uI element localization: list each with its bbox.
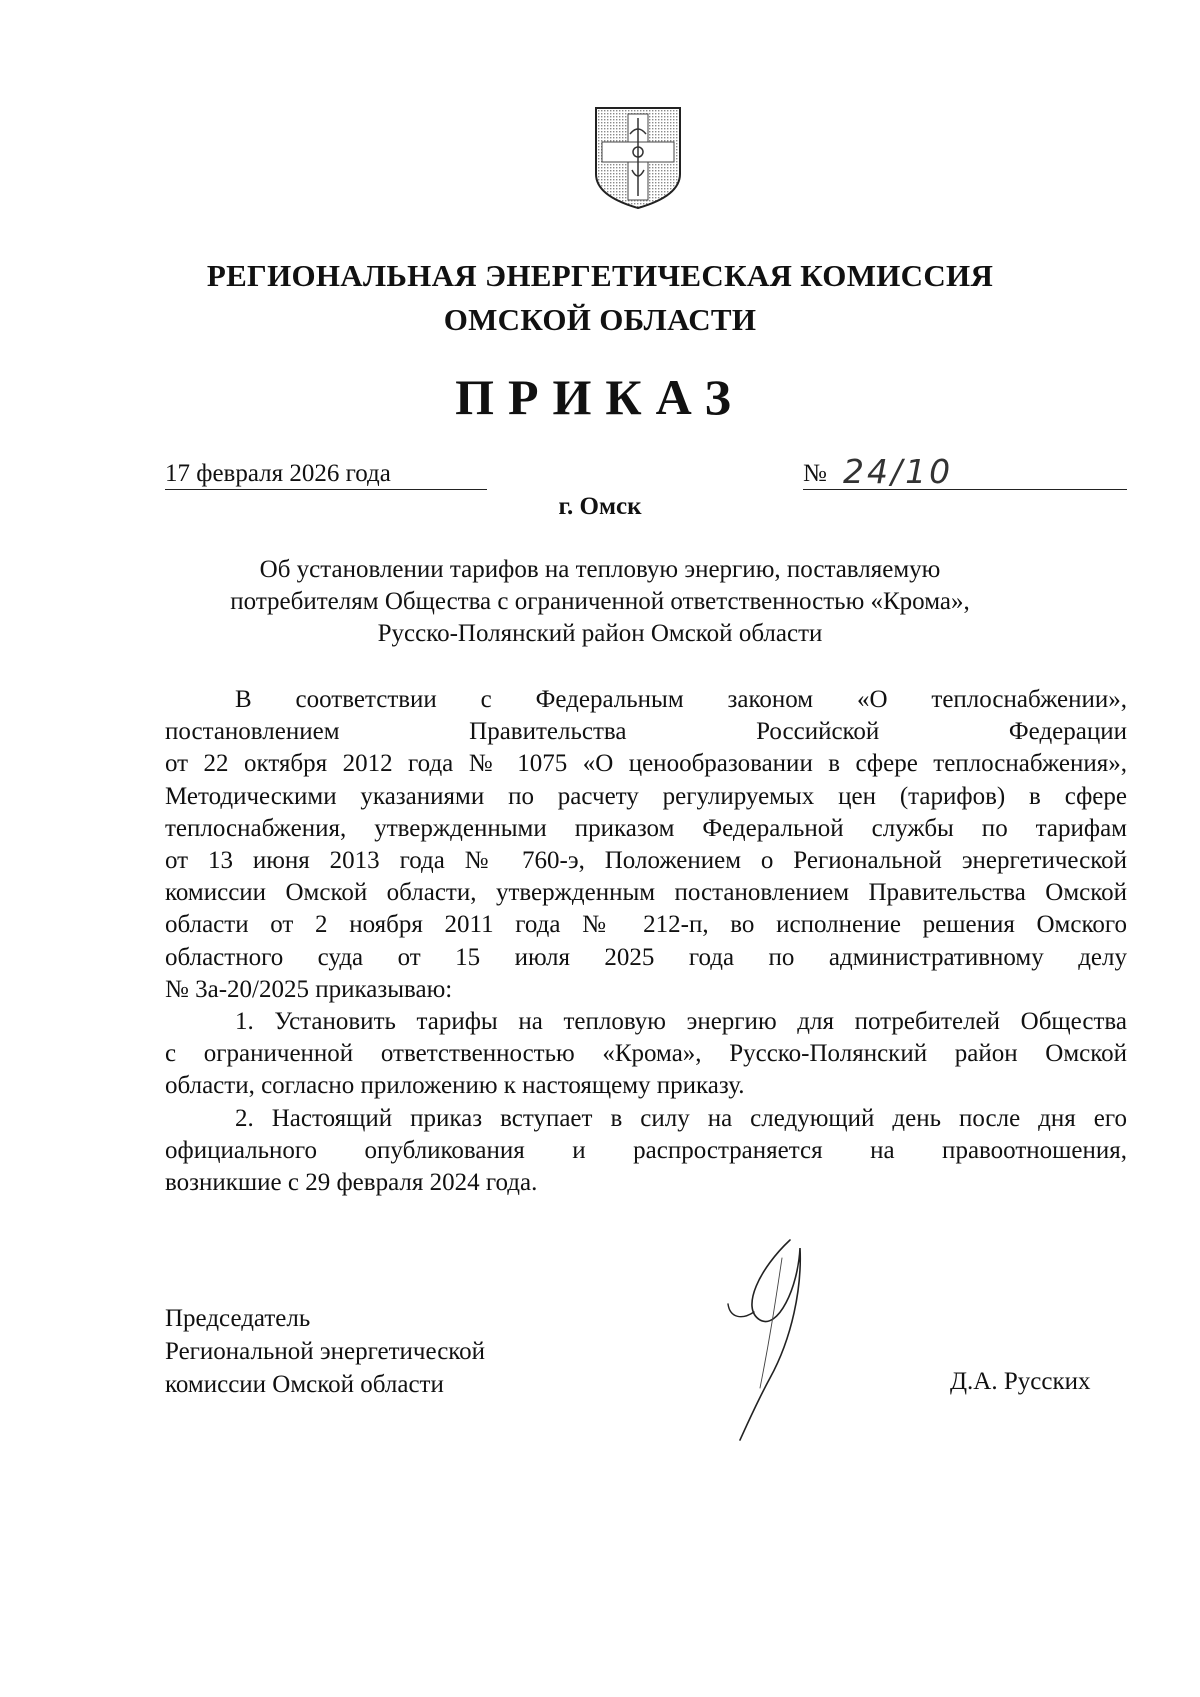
document-city: г. Омск [558,493,642,520]
document-number-field [803,452,1127,491]
organization-name-line2: ОМСКОЙ ОБЛАСТИ [443,302,757,337]
preamble-line: постановлением Правительства Российской Федерации [165,718,1127,746]
preamble-line: теплоснабжения, утвержденными приказом Федеральной службы по тарифам [165,814,1127,842]
preamble-line: Методическими указаниями по расчету регулируемых цен (тарифов) в сфере [165,782,1127,810]
preamble-line: комиссии Омской области, утвержденным постановлением Правительства Омской [165,879,1127,907]
subject-line: потребителям Общества с ограниченной ответственностью «Крома», [230,588,970,615]
preamble-line: от 22 октября 2012 года № 1075 «О ценообразовании в сфере теплоснабжения», [165,750,1127,778]
preamble-line: В соответствии с Федеральным законом «О теплоснабжении», [235,686,1127,713]
coat-of-arms-emblem [592,104,684,212]
item2-line: возникшие с 29 февраля 2024 года. [165,1169,538,1197]
preamble-line: областного суда от 15 июля 2025 года по административному делу [165,943,1127,971]
preamble-line: № 3а-20/2025 приказываю: [165,975,453,1003]
subject-line: Русско-Полянский район Омской области [377,620,823,647]
item1-line: 1. Установить тарифы на тепловую энергию для потребителей Общества [235,1008,1127,1036]
preamble-line: от 13 июня 2013 года № 760-э, Положением о Региональной энергетической [165,847,1127,875]
item1-line: с ограниченной ответственностью «Крома», Русско-Полянский район Омской [165,1040,1127,1068]
signatory-position-line: комиссии Омской области [165,1371,444,1398]
document-date: 17 февраля 2026 года [165,460,487,490]
document-body [165,684,1127,1199]
signatory-position [165,1302,485,1401]
document-number-handwritten: 24/10 [843,452,954,491]
handwritten-signature [720,1228,830,1448]
preamble-line: области от 2 ноября 2011 года № 212-п, во исполнение решения Омского [165,911,1127,939]
signatory-position-line: Региональной энергетической [165,1338,486,1365]
item2-line: 2. Настоящий приказ вступает в силу на следующий день после дня его [235,1104,1127,1132]
number-sign: № [803,460,827,487]
document-type-title: ПРИКАЗ [455,369,745,425]
item1-line: области, согласно приложению к настоящему приказу. [165,1072,745,1100]
document-subject [160,554,1040,650]
organization-name-line1: РЕГИОНАЛЬНАЯ ЭНЕРГЕТИЧЕСКАЯ КОМИССИЯ [206,258,994,293]
item2-line: официального опубликования и распространяется на правоотношения, [165,1136,1127,1164]
subject-line: Об установлении тарифов на тепловую энергию, поставляемую [259,556,941,583]
signatory-position-line: Председатель [165,1305,311,1332]
signatory-name: Д.А. Русских [950,1368,1091,1395]
